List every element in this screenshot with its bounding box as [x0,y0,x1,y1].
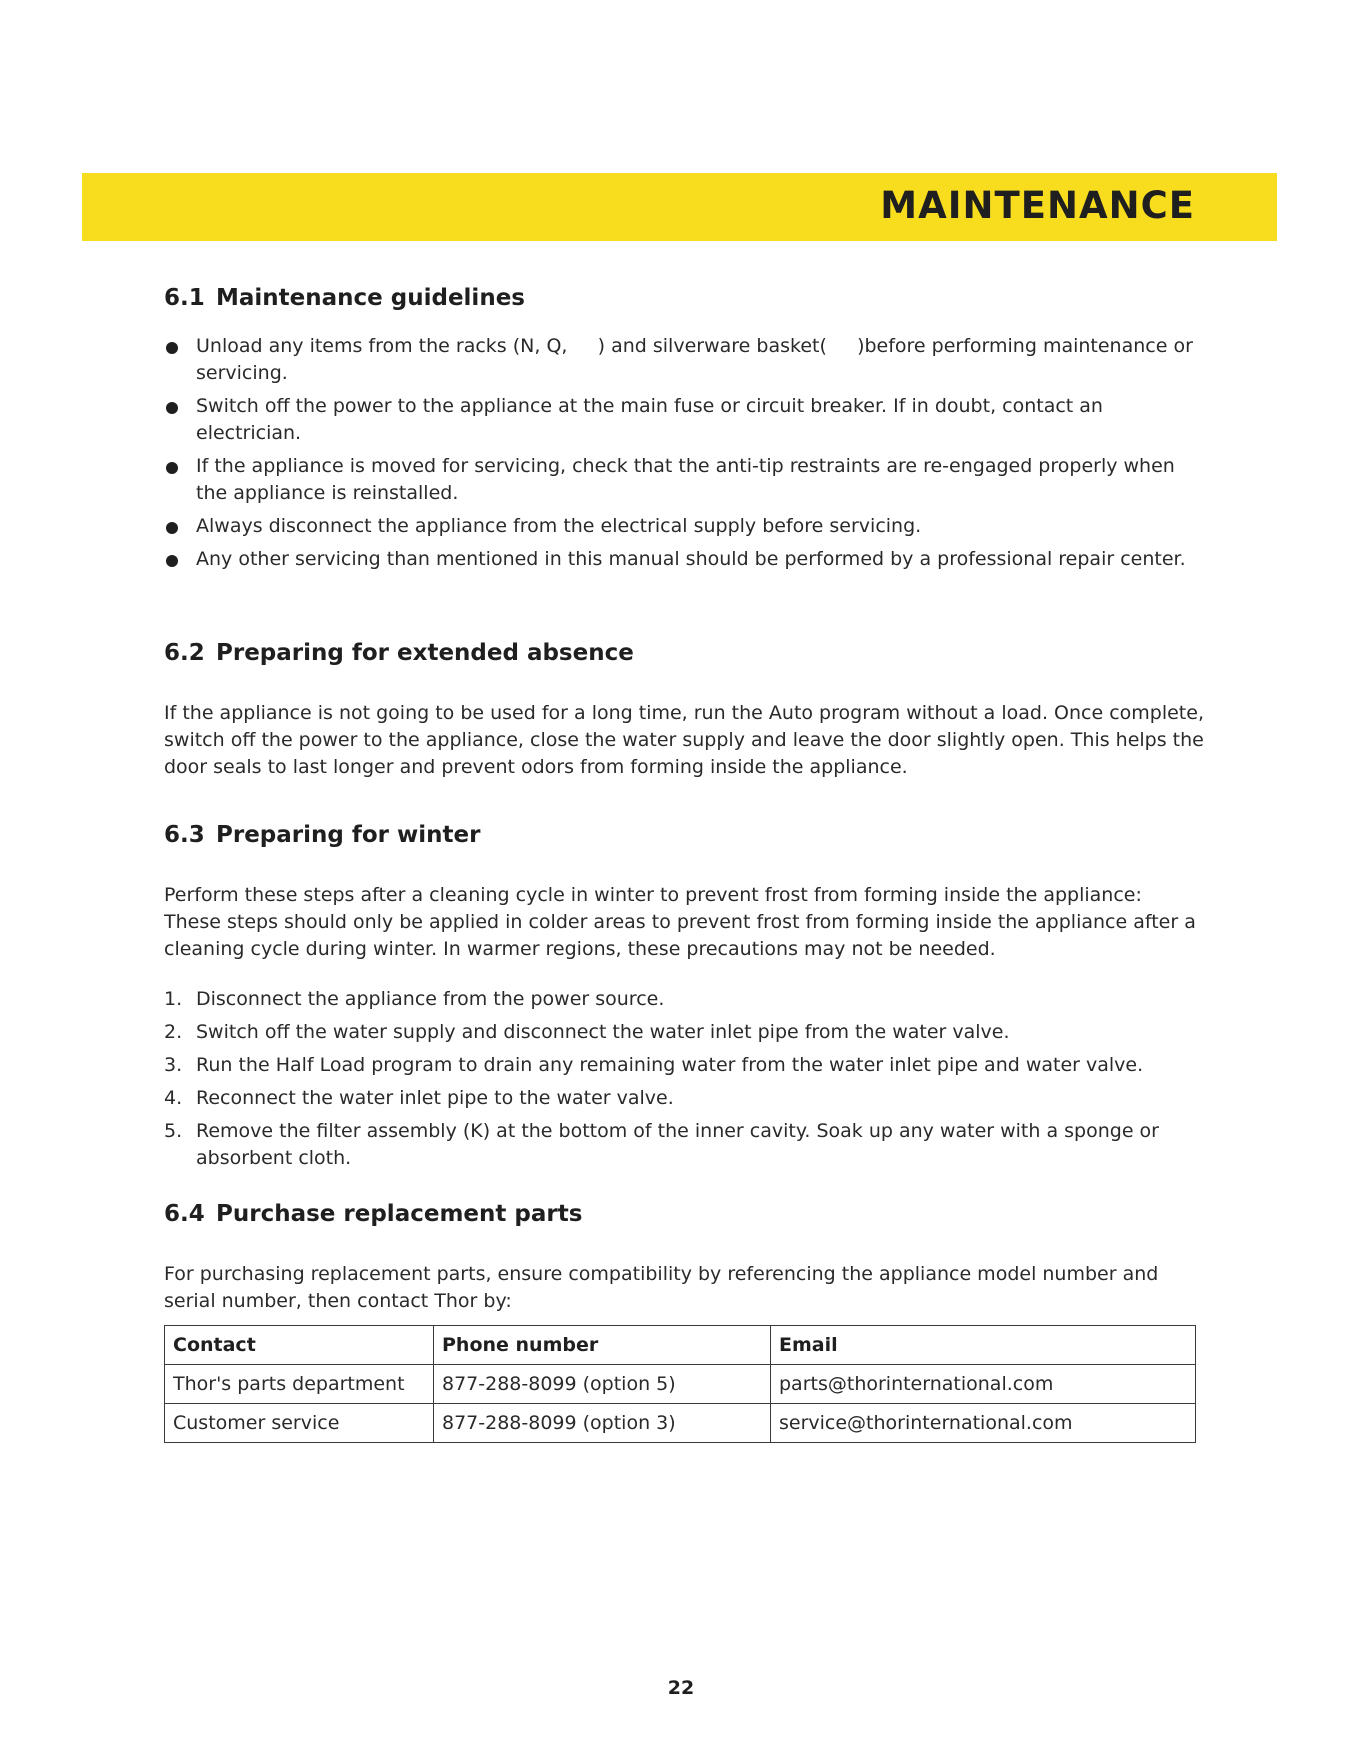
email-cell: parts@thorinternational.com [771,1365,1196,1404]
list-item-text: Always disconnect the appliance from the electrical supply before servicing. [196,515,922,537]
list-item [164,1085,1206,1112]
contact-cell: Thor's parts department [165,1365,434,1404]
list-item [164,453,1206,507]
step-number: 4. [164,1087,183,1109]
step-number: 1. [164,988,183,1010]
section-title: Preparing for extended absence [216,640,634,666]
step-text: Switch off the water supply and disconnect the water inlet pipe from the water valve. [196,1021,1010,1043]
section-number: 6.4 [164,1201,205,1227]
extended-absence-paragraph: If the appliance is not going to be used for a long time, run the Auto program without a load. Once complete, switch off the power to the appliance, close the water supply and leave the door slightly open. This helps the door seals to last longer and prevent odors from forming inside the appliance. [164,702,1204,778]
section-title: Preparing for winter [216,822,481,848]
winter-steps-list [164,986,1206,1178]
bullet-icon [166,402,178,414]
bullet-icon [166,462,178,474]
list-item [164,546,1206,573]
column-header-email: Email [771,1326,1196,1365]
page-title: MAINTENANCE [880,184,1195,227]
phone-cell: 877-288-8099 (option 5) [434,1365,771,1404]
contact-table [164,1325,1196,1443]
column-header-phone: Phone number [434,1326,771,1365]
bullet-icon [166,522,178,534]
list-item [164,393,1206,447]
step-number: 3. [164,1054,183,1076]
email-cell: service@thorinternational.com [771,1404,1196,1443]
list-item [164,1118,1206,1172]
section-heading-6-3 [164,824,480,847]
section-header-band [82,173,1277,241]
list-item [164,1019,1206,1046]
section-title: Maintenance guidelines [216,285,525,311]
section-title: Purchase replacement parts [216,1201,583,1227]
page-number: 22 [667,1677,695,1699]
column-header-contact: Contact [165,1326,434,1365]
replacement-parts-paragraph: For purchasing replacement parts, ensure compatibility by referencing the appliance model number and serial number, then contact Thor by: [164,1263,1159,1312]
contact-cell: Customer service [165,1404,434,1443]
step-number: 5. [164,1120,183,1142]
bullet-icon [166,342,178,354]
winter-paragraph: Perform these steps after a cleaning cycle in winter to prevent frost from forming inside the appliance: These steps should only be applied in colder areas to prevent frost from forming inside the appliance after a cleaning cycle during winter. In warmer regions, these precautions may not be needed. [164,884,1196,960]
table-row [165,1404,1196,1443]
step-text: Run the Half Load program to drain any remaining water from the water inlet pipe and water valve. [196,1054,1144,1076]
maintenance-guidelines-list [164,333,1206,579]
list-item [164,513,1206,540]
step-text: Reconnect the water inlet pipe to the water valve. [196,1087,674,1109]
step-number: 2. [164,1021,183,1043]
section-heading-6-4 [164,1203,582,1226]
list-item-text: If the appliance is moved for servicing, check that the anti-tip restraints are re-engaged properly when the appliance is reinstalled. [196,455,1175,504]
step-text: Disconnect the appliance from the power source. [196,988,665,1010]
bullet-icon [166,555,178,567]
table-row [165,1365,1196,1404]
list-item-text: Any other servicing than mentioned in this manual should be performed by a professional repair center. [196,548,1186,570]
section-heading-6-2 [164,642,634,665]
step-text: Remove the filter assembly (K) at the bottom of the inner cavity. Soak up any water with a sponge or absorbent cloth. [196,1120,1159,1169]
list-item [164,986,1206,1013]
table-header-row [165,1326,1196,1365]
section-number: 6.2 [164,640,205,666]
list-item-text: Unload any items from the racks (N, Q, ) and silverware basket( )before performing maintenance or servicing. [196,335,1199,384]
list-item [164,333,1206,387]
list-item [164,1052,1206,1079]
phone-cell: 877-288-8099 (option 3) [434,1404,771,1443]
section-heading-6-1 [164,287,525,310]
list-item-text: Switch off the power to the appliance at the main fuse or circuit breaker. If in doubt, contact an electrician. [196,395,1103,444]
section-number: 6.3 [164,822,205,848]
section-number: 6.1 [164,285,205,311]
